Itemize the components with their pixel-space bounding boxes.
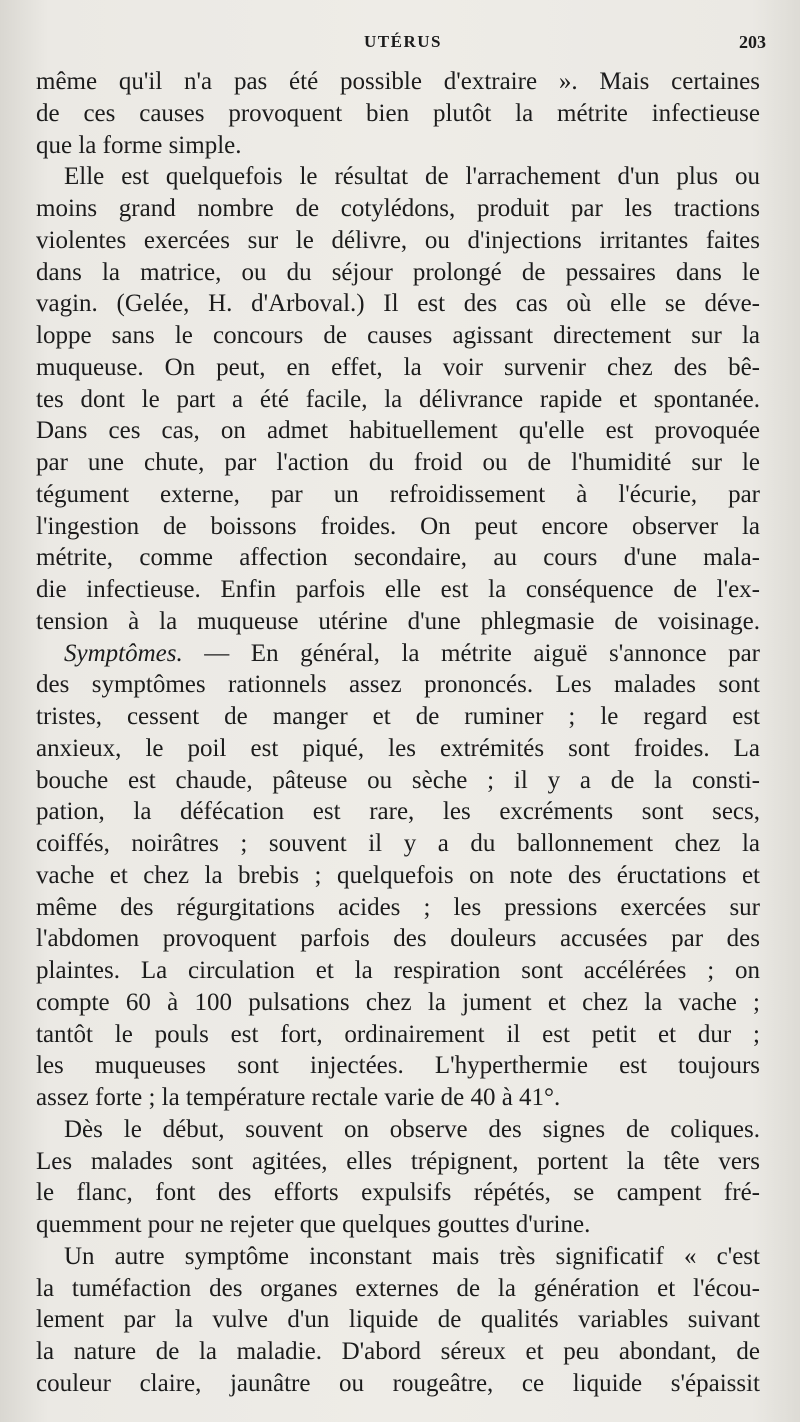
text-line [36,1177,760,1209]
text-line [36,860,760,892]
text-line [36,542,760,574]
line-text: — En général, la métrite aiguë s'annonce par [182,639,760,667]
line-text: tension à la muqueuse utérine d'une phlegmasie de voisinage. [36,607,760,635]
line-text: l'abdomen provoquent parfois des douleurs accusées par des [36,925,760,953]
line-text: quemment pour ne rejeter que quelques gouttes d'urine. [36,1211,591,1238]
line-text: compte 60 à 100 pulsations chez la jument et chez la vache ; [36,988,760,1016]
running-head: UTÉRUS [364,32,442,51]
line-text: tristes, cessent de manger et de ruminer ; le regard est [36,703,760,730]
line-text: pation, la défécation est rare, les excréments sont secs, [36,798,760,826]
text-line [36,1019,760,1051]
text-line [36,892,760,924]
text-line [36,98,760,130]
line-text: anxieux, le poil est piqué, les extrémités sont froides. La [36,734,760,762]
text-line [36,288,760,320]
text-line [36,1273,760,1305]
line-text: même qu'il n'a pas été possible d'extraire ». Mais certaines [36,68,760,95]
text-line [36,701,760,733]
line-text: Dès le début, souvent on observe des signes de coliques. [64,1115,760,1143]
text-line [36,828,760,860]
line-text: tantôt le pouls est fort, ordinairement il est petit et dur ; [36,1020,760,1048]
line-text: moins grand nombre de cotylédons, produit par les tractions [36,195,760,222]
text-line [36,606,760,638]
text-line [36,384,760,416]
line-text: vagin. (Gelée, H. d'Arboval.) Il est des cas où elle se déve- [36,290,760,318]
line-text: tes dont le part a été facile, la délivrance rapide et spontanée. [36,385,760,413]
text-line [36,1050,760,1082]
line-text: tégument externe, par un refroidissement à l'écurie, par [36,480,760,508]
text-line [36,130,760,162]
text-line [36,320,760,352]
line-text: bouche est chaude, pâteuse ou sèche ; il y a de la consti- [36,766,760,794]
text-line [36,987,760,1019]
line-text: les muqueuses sont injectées. L'hyperthermie est toujours [36,1052,760,1080]
line-text: la nature de la maladie. D'abord séreux et peu abondant, de [36,1338,760,1365]
page-number: 203 [739,32,766,52]
text-line [36,352,760,384]
text-line [36,669,760,701]
line-text: lement par la vulve d'un liquide de qualités variables suivant [36,1306,760,1334]
line-text: l'ingestion de boissons froides. On peut encore observer la [36,512,760,540]
text-line [36,733,760,765]
text-line [36,225,760,257]
line-text: vache et chez la brebis ; quelquefois on note des éructations et [36,861,760,889]
text-line [36,1209,760,1241]
line-text: Un autre symptôme inconstant mais très significatif « c'est [64,1242,760,1270]
line-text: loppe sans le concours de causes agissant directement sur la [36,322,760,349]
section-heading: Symptômes. [64,639,183,667]
line-text: coiffés, noirâtres ; souvent il y a du ballonnement chez la [36,830,760,857]
text-line [36,1082,760,1114]
line-text: violentes exercées sur le délivre, ou d'injections irritantes faites [36,226,760,254]
text-line [36,765,760,797]
line-text: même des régurgitations acides ; les pressions exercées sur [36,893,760,921]
line-text: Dans ces cas, on admet habituellement qu'elle est provoquée [36,417,760,445]
line-text: des symptômes rationnels assez prononcés. Les malades sont [36,671,760,699]
line-text: la tuméfaction des organes externes de la génération et l'écou- [36,1274,760,1302]
text-line [36,923,760,955]
text-line [36,257,760,289]
line-text: Elle est quelquefois le résultat de l'arrachement d'un plus ou [64,163,760,191]
text-line [36,66,760,98]
line-text: métrite, comme affection secondaire, au cours d'une mala- [36,544,760,572]
text-line [36,161,760,193]
line-text: Les malades sont agitées, elles trépignent, portent la tête vers [36,1147,760,1175]
text-line [36,796,760,828]
body-text [36,66,760,1400]
text-line [36,1368,760,1400]
text-line [36,511,760,543]
text-line [36,193,760,225]
line-text: die infectieuse. Enfin parfois elle est la conséquence de l'ex- [36,576,760,603]
text-line [36,955,760,987]
line-text: par une chute, par l'action du froid ou de l'humidité sur le [36,449,760,476]
text-line [36,1336,760,1368]
line-text: que la forme simple. [36,131,242,159]
line-text: le flanc, font des efforts expulsifs répétés, se campent fré- [36,1179,760,1207]
text-line [36,1304,760,1336]
text-line [36,574,760,606]
line-text: muqueuse. On peut, en effet, la voir survenir chez des bê- [36,353,760,381]
text-line [36,447,760,479]
line-text: dans la matrice, ou du séjour prolongé de pessaires dans le [36,258,760,286]
text-line [36,1146,760,1178]
text-line [36,479,760,511]
line-text: plaintes. La circulation et la respiration sont accélérées ; on [36,957,760,984]
line-text: de ces causes provoquent bien plutôt la métrite infectieuse [36,99,760,127]
text-line [36,1241,760,1273]
line-text: assez forte ; la température rectale varie de 40 à 41°. [36,1084,561,1111]
text-line [36,638,760,670]
text-line [36,415,760,447]
line-text: couleur claire, jaunâtre ou rougeâtre, ce liquide s'épaissit [36,1369,760,1397]
page-header [40,32,766,58]
text-line [36,1114,760,1146]
